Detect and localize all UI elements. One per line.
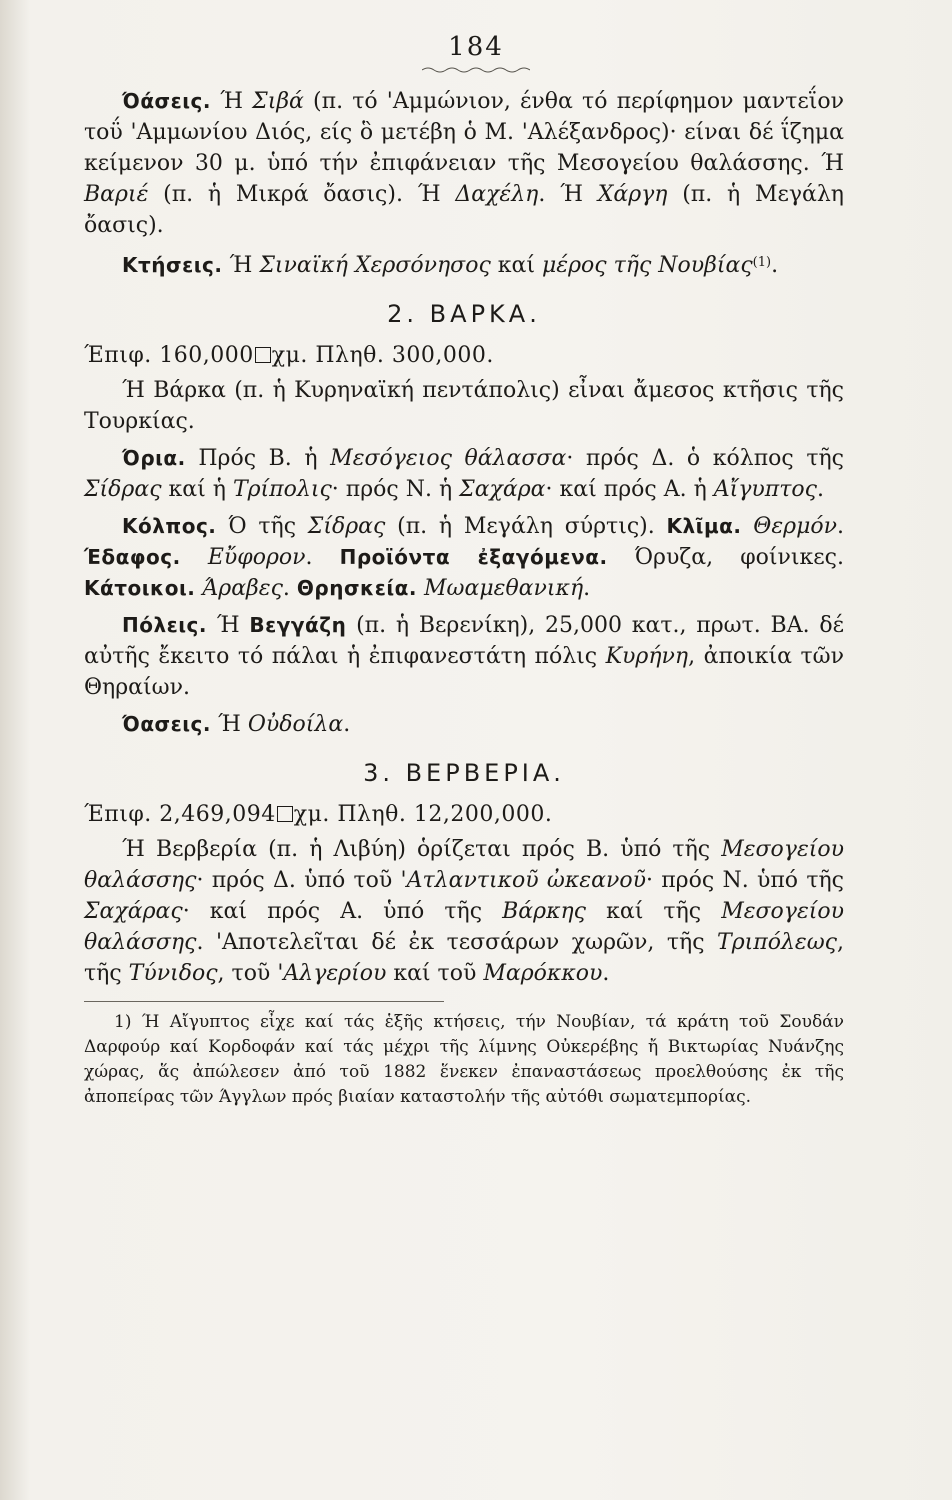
- paragraph-gulf-climate: [84, 511, 844, 604]
- page-number: 184: [448, 32, 504, 62]
- text: (π. ἡ Βερενίκη), 25,000 κατ., πρωτ. ΒΑ. δέ αὐτῆς ἔκειτο τό πάλαι ἡ ἐπιφανεστάτη πόλις: [84, 613, 844, 669]
- text: , τῆς: [84, 930, 844, 986]
- area-population-berberia: [84, 799, 844, 830]
- text: . Ή: [538, 182, 598, 207]
- text: καί ἡ: [161, 477, 233, 502]
- heading-climate: Κλῖμα.: [666, 514, 742, 538]
- value: Εὔφορον: [207, 545, 306, 570]
- place-charge: Χάργη: [597, 182, 668, 207]
- area-value: Έπιφ. 2,469,094: [84, 802, 276, 827]
- place: Τριπόλεως: [717, 930, 837, 955]
- text: Πρός Β. ἡ: [185, 446, 331, 471]
- heading-gulf: Κόλπος.: [122, 514, 217, 538]
- text: · πρός Ν. ἡ: [331, 477, 460, 502]
- text: [417, 576, 424, 601]
- square-unit-icon: [255, 347, 271, 363]
- heading-inhabitants: Κάτοικοι.: [84, 576, 196, 600]
- place: Τύνιδος: [128, 961, 218, 986]
- heading-possessions: Κτήσεις.: [122, 253, 223, 277]
- city-cyrene: Κυρήνη: [605, 644, 689, 669]
- text: (π. τό 'Αμμώνιον, ένθα τό περίφημον μαντεΐον τοΰ 'Αμμωνίου Διός, είς ὃ μετέβη ὁ Μ. 'Αλέξανδρος)· είναι δέ ΐζημα κείμενον 30 μ. ὑπό τήν ἐπιφάνειαν τῆς Μεσογείου θαλάσσης. Ή: [84, 89, 844, 176]
- paragraph-oases-egypt: [84, 86, 844, 241]
- place-dachele: Δαχέλη: [455, 182, 539, 207]
- text: , ἀποικία τῶν Θηραίων.: [84, 644, 844, 700]
- text: .: [305, 545, 340, 570]
- place: Μεσογείου θαλάσσης: [84, 837, 844, 893]
- place: Σίδρας: [84, 477, 162, 502]
- paragraph-possessions: [84, 247, 844, 281]
- value: Μωαμεθανική: [424, 576, 584, 601]
- text: (π. ἡ Μεγάλη σύρτις).: [385, 514, 667, 539]
- text: .: [282, 576, 297, 601]
- text: .: [816, 477, 824, 502]
- text: · καί πρός Α. ὑπό τῆς: [182, 899, 503, 924]
- ornament-rule: [422, 66, 530, 74]
- text: · πρός Ν. ὑπό τῆς: [645, 868, 844, 893]
- place-barie: Βαριέ: [84, 182, 149, 207]
- text: [742, 514, 754, 539]
- paragraph-oases-barka: [84, 709, 844, 740]
- text: Ή: [222, 253, 260, 278]
- text: · πρός Δ. ὁ κόλπος τῆς: [566, 446, 845, 471]
- value: Θερμόν: [753, 514, 837, 539]
- text: καί τοῦ: [386, 961, 484, 986]
- footnote-divider: [84, 1001, 444, 1002]
- paragraph-barka-intro: Ή Βάρκα (π. ἡ Κυρηναϊκή πεντάπολις) εἶναι ἄμεσος κτῆσις τῆς Τουρκίας.: [84, 378, 844, 434]
- place: Μαρόκκου: [483, 961, 603, 986]
- heading-cities: Πόλεις.: [122, 613, 208, 637]
- heading-oases: Όάσεις.: [122, 89, 212, 113]
- text: Όρυζα, φοίνικες.: [607, 545, 844, 570]
- place: Βάρκης: [502, 899, 586, 924]
- population-value: χμ. Πληθ. 300,000.: [271, 343, 494, 368]
- place: 'Ατλαντικοῦ ὠκεανοῦ: [400, 868, 646, 893]
- place: Σαχάρα: [459, 477, 546, 502]
- text: καί: [490, 253, 542, 278]
- text: .: [771, 253, 779, 278]
- text: Ή: [207, 613, 250, 638]
- place: Αἴγυπτος: [713, 477, 817, 502]
- heading-religion: Θρησκεία.: [296, 576, 418, 600]
- text: Ή Βερβερία (π. ἡ Λιβύη) ὁρίζεται πρός Β. ὑπό τῆς: [122, 837, 722, 862]
- text: καί τῆς: [586, 899, 722, 924]
- place: Τρίπολις: [232, 477, 332, 502]
- paragraph-cities: [84, 610, 844, 703]
- footnote-ref[interactable]: (1): [752, 255, 772, 270]
- footnote: 1) Ή Αἴγυπτος εἶχε καί τάς ἑξῆς κτήσεις, τήν Νουβίαν, τά κράτη τοῦ Σουδάν Δαρφούρ καί Κορδοφάν καί τάς μέχρι τῆς λίμνης Οὐκερέβης ἤ Βικτωρίας Νυάνζης χώρας, ἅς ἀπώλεσεν ἀπό τοῦ 1882 ἕνεκεν ἐπαναστάσεως προελθούσης ἐκ τῆς ἀποπείρας τῶν Άγγλων πρός βιαίαν καταστολήν τῆς αὐτόθι σωματεμπορίας.: [84, 1012, 844, 1107]
- place: 'Αλγερίου: [277, 961, 387, 986]
- paragraph-borders: [84, 443, 844, 505]
- city-benghazi: Βεγγάζη: [249, 613, 347, 637]
- text: Ό τῆς: [216, 514, 308, 539]
- text: (π. ἡ Μικρά ὄασις). Ή: [148, 182, 456, 207]
- heading-oases-barka: Όασεις.: [122, 712, 212, 736]
- text: .: [343, 712, 351, 737]
- paragraph-berberia: [84, 834, 844, 989]
- value: Άραβες: [202, 576, 283, 601]
- heading-borders: Όρια.: [122, 446, 186, 470]
- text: .: [602, 961, 610, 986]
- place: Οὐδοίλα: [247, 712, 344, 737]
- heading-exports: Προϊόντα ἐξαγόμενα.: [339, 545, 608, 569]
- text: .: [837, 514, 844, 539]
- square-unit-icon: [277, 806, 293, 822]
- text: [181, 545, 208, 570]
- place: Σαχάρας: [84, 899, 183, 924]
- section-title-berberia: 3. ΒΕΡΒΕΡΙΑ.: [363, 759, 565, 787]
- text: (π. ἡ Μεγάλη ὄασις).: [84, 182, 844, 238]
- place-siva: Σιβά: [252, 89, 304, 114]
- area-value: Έπιφ. 160,000: [84, 343, 254, 368]
- place: Μεσόγειος θάλασσα: [330, 446, 567, 471]
- population-value: χμ. Πληθ. 12,200,000.: [293, 802, 553, 827]
- place-sinai: Σιναϊκή Χερσόνησος: [259, 253, 491, 278]
- main-text: [84, 86, 844, 1110]
- place-nubia: μέρος τῆς Νουβίας: [542, 253, 753, 278]
- text: .: [583, 576, 591, 601]
- text: Ή: [211, 89, 253, 114]
- text: Ή: [211, 712, 248, 737]
- section-title-barka: 2. ΒΑΡΚΑ.: [387, 300, 541, 328]
- text: . 'Αποτελεῖται δέ ἐκ τεσσάρων χωρῶν, τῆς: [196, 930, 718, 955]
- text: · πρός Δ. ὑπό τοῦ: [196, 868, 401, 893]
- heading-soil: Έδαφος.: [84, 545, 181, 569]
- text: , τοῦ: [217, 961, 278, 986]
- area-population-barka: [84, 340, 844, 371]
- text: · καί πρός Α. ἡ: [545, 477, 714, 502]
- place: Μεσογείου θαλάσσης: [84, 899, 844, 955]
- place: Σίδρας: [307, 514, 386, 539]
